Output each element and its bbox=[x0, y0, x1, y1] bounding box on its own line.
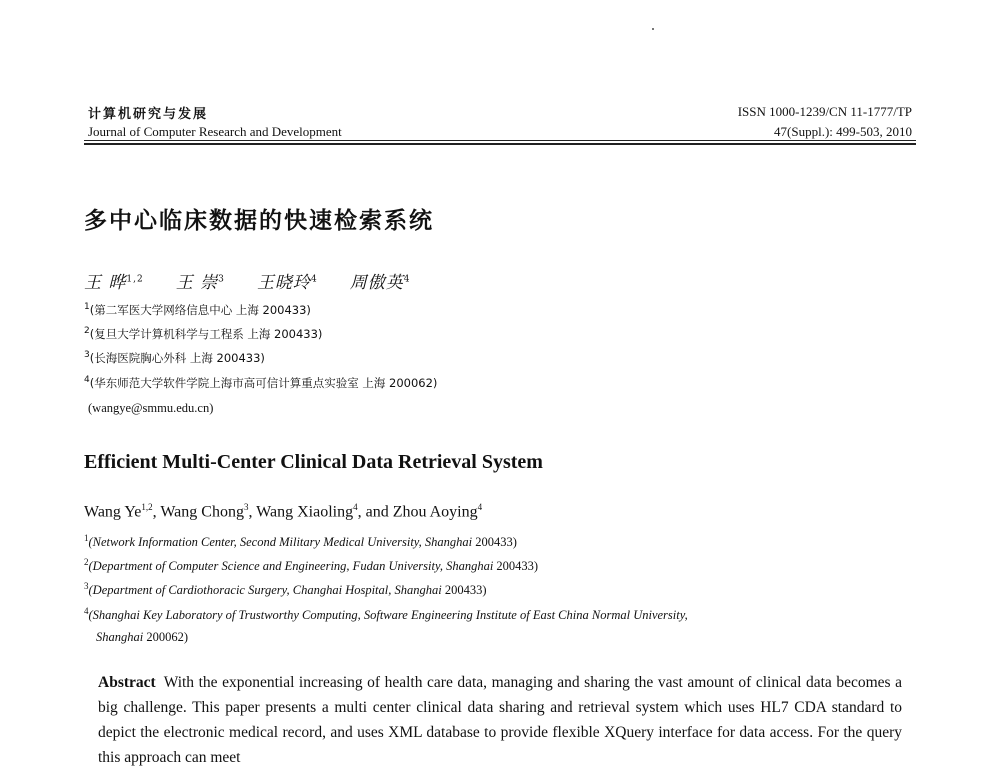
author-en: Wang Chong bbox=[160, 503, 244, 521]
journal-name-cn: 计算机研究与发展 bbox=[88, 107, 209, 122]
author-cn: 王 晔 bbox=[84, 273, 127, 293]
authors-cn bbox=[84, 268, 410, 293]
abstract-text: With the exponential increasing of health care data, managing and sharing the vast amount of clinical data becomes a big challenge. This paper presents a multi center clinical data sharing and retrieval system which uses HL7 CDA standard to depict the electronic medical record, and uses XML database to provide flexible XQuery interface for data access. For the query this approach can meet bbox=[98, 674, 902, 766]
author-cn: 王 崇 bbox=[175, 273, 219, 293]
affiliation-en bbox=[84, 533, 517, 550]
affiliation-cn bbox=[84, 302, 311, 318]
affiliation-cn-text: (第二军医大学网络信息中心 上海 200433) bbox=[89, 303, 311, 317]
journal-name-en: Journal of Computer Research and Development bbox=[88, 124, 342, 139]
affiliation-en-continued bbox=[96, 630, 188, 645]
affiliation-cn bbox=[84, 350, 265, 366]
author-sep: , bbox=[152, 503, 161, 521]
author-en: Zhou Aoying bbox=[392, 503, 478, 521]
affiliation-en-sup: 4 bbox=[84, 606, 89, 616]
author-sep: , bbox=[248, 503, 257, 521]
author-en-sup: 4 bbox=[477, 502, 483, 512]
affiliation-cn-sup: 2 bbox=[84, 326, 90, 337]
title-en: Efficient Multi-Center Clinical Data Retrieval System bbox=[84, 451, 543, 473]
affiliation-cn bbox=[84, 375, 437, 391]
affiliation-cn-text: (复旦大学计算机科学与工程系 上海 200433) bbox=[89, 327, 323, 341]
issn: ISSN 1000-1239/CN 11-1777/TP bbox=[737, 104, 912, 119]
author-en: Wang Ye bbox=[84, 503, 142, 521]
affiliation-en-rest: 200433) bbox=[441, 583, 487, 598]
affiliation-cn bbox=[84, 326, 322, 342]
affiliation-cn-sup: 4 bbox=[84, 375, 90, 386]
header-rule-thin bbox=[84, 140, 916, 141]
affiliation-cn-text: (长海医院胸心外科 上海 200433) bbox=[89, 351, 265, 365]
abstract bbox=[98, 670, 902, 770]
author-sep: , and bbox=[357, 503, 393, 521]
title-cn: 多中心临床数据的快速检索系统 bbox=[84, 208, 434, 234]
affiliation-en-rest: 200433) bbox=[493, 559, 539, 574]
affiliation-cn-sup: 3 bbox=[84, 350, 90, 361]
affiliation-en-rest: 200062) bbox=[143, 630, 189, 644]
affiliation-en bbox=[84, 606, 688, 623]
author-cn: 周傲英 bbox=[349, 273, 404, 293]
affiliation-en-italic: (Shanghai Key Laboratory of Trustworthy Computing, Software Engineering Institute of East China Normal University, bbox=[88, 608, 688, 623]
author-en-sup: 3 bbox=[243, 502, 249, 512]
authors-en bbox=[84, 502, 482, 521]
author-en-sup: 1,2 bbox=[141, 502, 153, 512]
author-cn-sup: 4 bbox=[310, 274, 318, 285]
affiliation-en-sup: 3 bbox=[84, 581, 89, 591]
scan-speck bbox=[652, 28, 654, 30]
affiliation-en-sup: 2 bbox=[84, 557, 89, 567]
author-cn: 王晓玲 bbox=[256, 273, 311, 293]
affiliation-en-italic: Shanghai bbox=[96, 630, 144, 644]
affiliation-cn-text: (华东师范大学软件学院上海市高可信计算重点实验室 上海 200062) bbox=[89, 376, 438, 390]
affiliation-en bbox=[84, 557, 538, 574]
affiliation-en-sup: 1 bbox=[84, 533, 89, 543]
author-en: Wang Xiaoling bbox=[256, 503, 354, 521]
author-cn-sup: 1,2 bbox=[126, 274, 144, 285]
affiliation-en-rest: 200433) bbox=[472, 535, 517, 550]
header-rule-thick bbox=[84, 143, 916, 145]
affiliation-en-italic: (Department of Computer Science and Engineering, Fudan University, Shanghai bbox=[88, 559, 494, 574]
contact-email: (wangye@smmu.edu.cn) bbox=[88, 401, 214, 415]
volume-pages: 47(Suppl.): 499-503, 2010 bbox=[774, 124, 912, 139]
author-cn-sup: 4 bbox=[403, 274, 411, 285]
author-en-sup: 4 bbox=[353, 502, 358, 512]
affiliation-en-italic: (Department of Cardiothoracic Surgery, Changhai Hospital, Shanghai bbox=[88, 583, 442, 598]
affiliation-en bbox=[84, 581, 487, 598]
abstract-label: Abstract bbox=[98, 674, 156, 691]
affiliation-cn-sup: 1 bbox=[84, 302, 90, 313]
affiliation-en-italic: (Network Information Center, Second Military Medical University, Shanghai bbox=[88, 535, 473, 550]
author-cn-sup: 3 bbox=[218, 274, 225, 285]
